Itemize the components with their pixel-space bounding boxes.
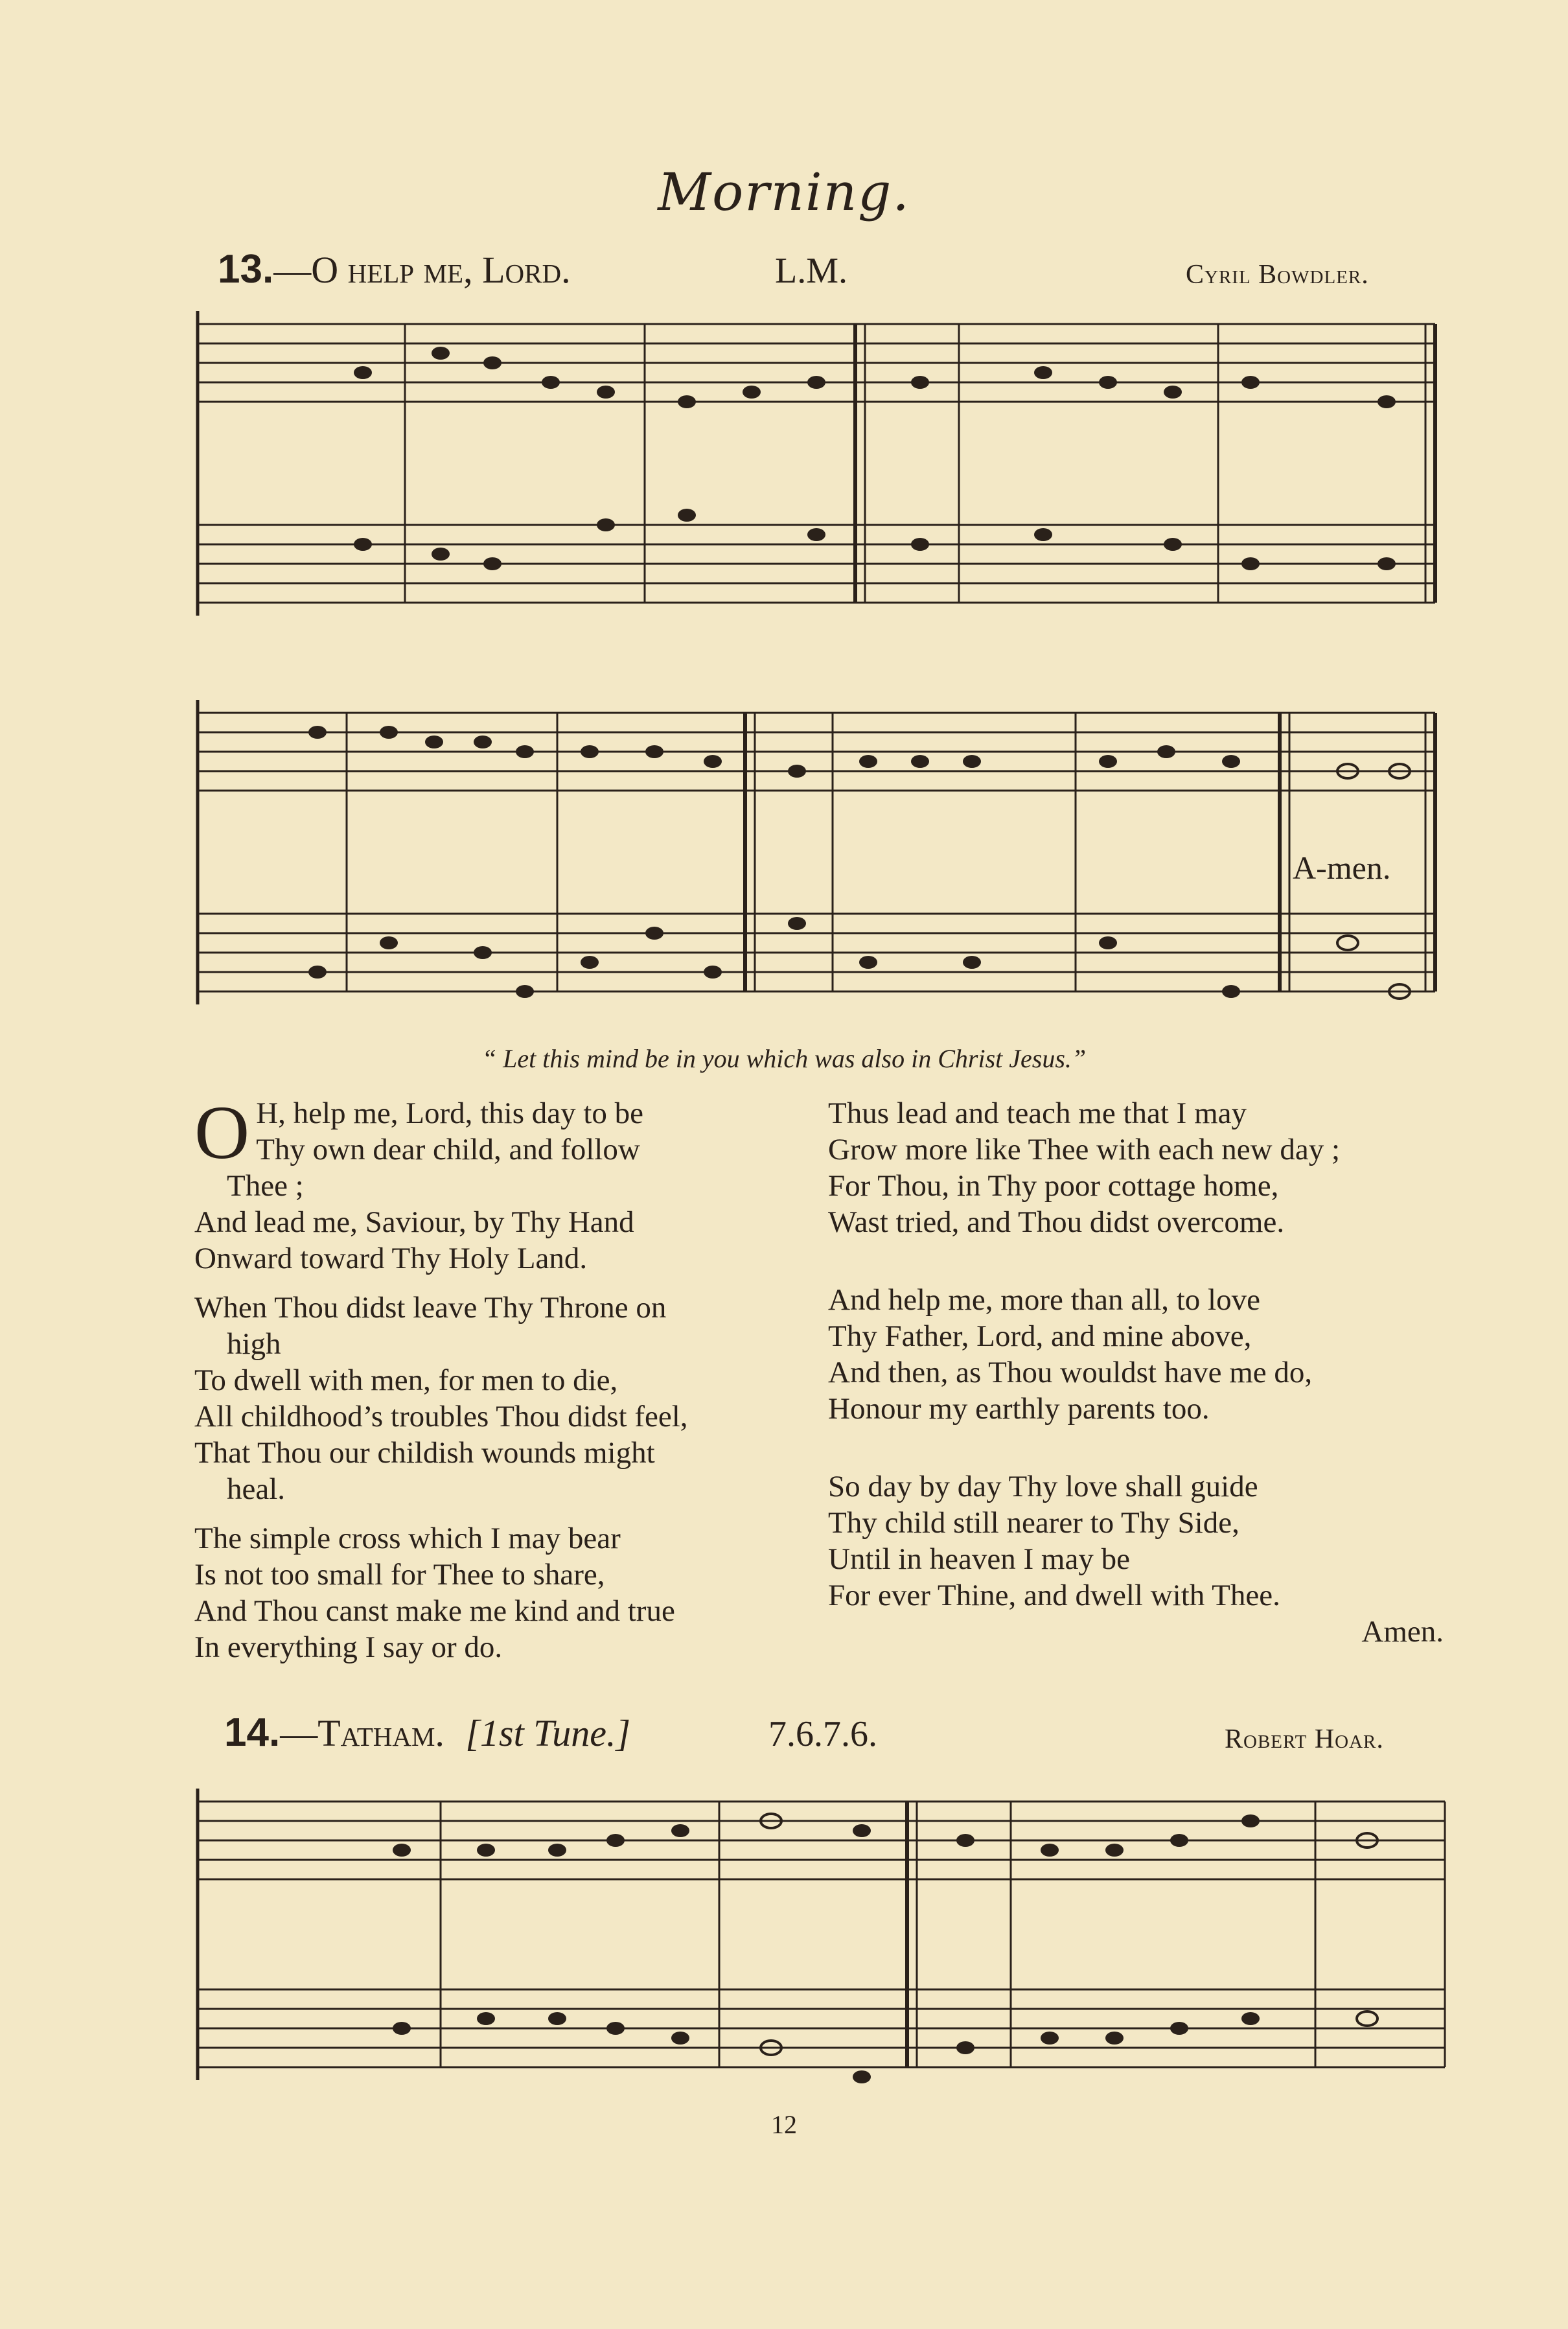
verse-line: And help me, more than all, to love [828,1283,1260,1317]
verse-line: So day by day Thy love shall guide [828,1470,1258,1503]
verse-line: Thus lead and teach me that I may [828,1096,1247,1130]
verse-line: Until in heaven I may be [828,1542,1130,1576]
hymn-14-meter: 7.6.7.6. [768,1714,877,1754]
hymn-14-tune-label: [1st Tune.] [465,1712,631,1754]
hymn-13-amen-label: A-men. [1293,850,1391,886]
hymn-14-number: 14. [224,1710,281,1755]
verse-line: In everything I say or do. [194,1630,503,1664]
verse-line: Thy child still nearer to Thy Side, [828,1506,1239,1540]
verse-line: Wast tried, and Thou didst overcome. [828,1205,1285,1239]
hymn-13-epigraph: “ Let this mind be in you which was also in Christ Jesus.” [481,1044,1087,1073]
verse-line: For Thou, in Thy poor cottage home, [828,1169,1279,1203]
verse-line: Grow more like Thee with each new day ; [828,1133,1341,1166]
hymn-13-number: 13. [218,247,274,292]
verse-line: Thee ; [227,1169,304,1203]
verse-line: Onward toward Thy Holy Land. [194,1242,588,1275]
section-title: Morning. [658,162,910,222]
verse-line: H, help me, Lord, this day to be [256,1096,644,1130]
verse-line: high [227,1327,281,1361]
verse-line: That Thou our childish wounds might [194,1436,655,1470]
verse-line: heal. [227,1472,286,1506]
verse-line: Is not too small for Thee to share, [194,1558,605,1592]
hymn-14-title: —Tatham. [280,1712,444,1754]
verse-line: And lead me, Saviour, by Thy Hand [194,1205,634,1239]
verse-line: When Thou didst leave Thy Throne on [194,1291,667,1325]
verse-line: And then, as Thou wouldst have me do, [828,1356,1313,1389]
verse-line: For ever Thine, and dwell with Thee. [828,1579,1280,1612]
verse-line: And Thou canst make me kind and true [194,1594,675,1628]
verse-line: To dwell with men, for men to die, [194,1363,618,1397]
hymn-14-author: Robert Hoar. [1225,1724,1384,1754]
verse-line: All childhood’s troubles Thou didst feel, [194,1400,688,1433]
hymn-13-meter: L.M. [775,251,847,291]
hymn-13-amen: Amen. [1361,1615,1444,1649]
verse-line: The simple cross which I may bear [194,1522,621,1555]
page-number: 12 [771,2110,797,2139]
verse-line: Thy own dear child, and follow [256,1133,640,1166]
drop-cap: O [194,1090,250,1175]
hymn-13-author: Cyril Bowdler. [1186,260,1369,290]
verse-line: Thy Father, Lord, and mine above, [828,1319,1252,1353]
hymn-13-title: —O help me, Lord. [273,249,571,291]
verse-line: Honour my earthly parents too. [828,1392,1210,1426]
